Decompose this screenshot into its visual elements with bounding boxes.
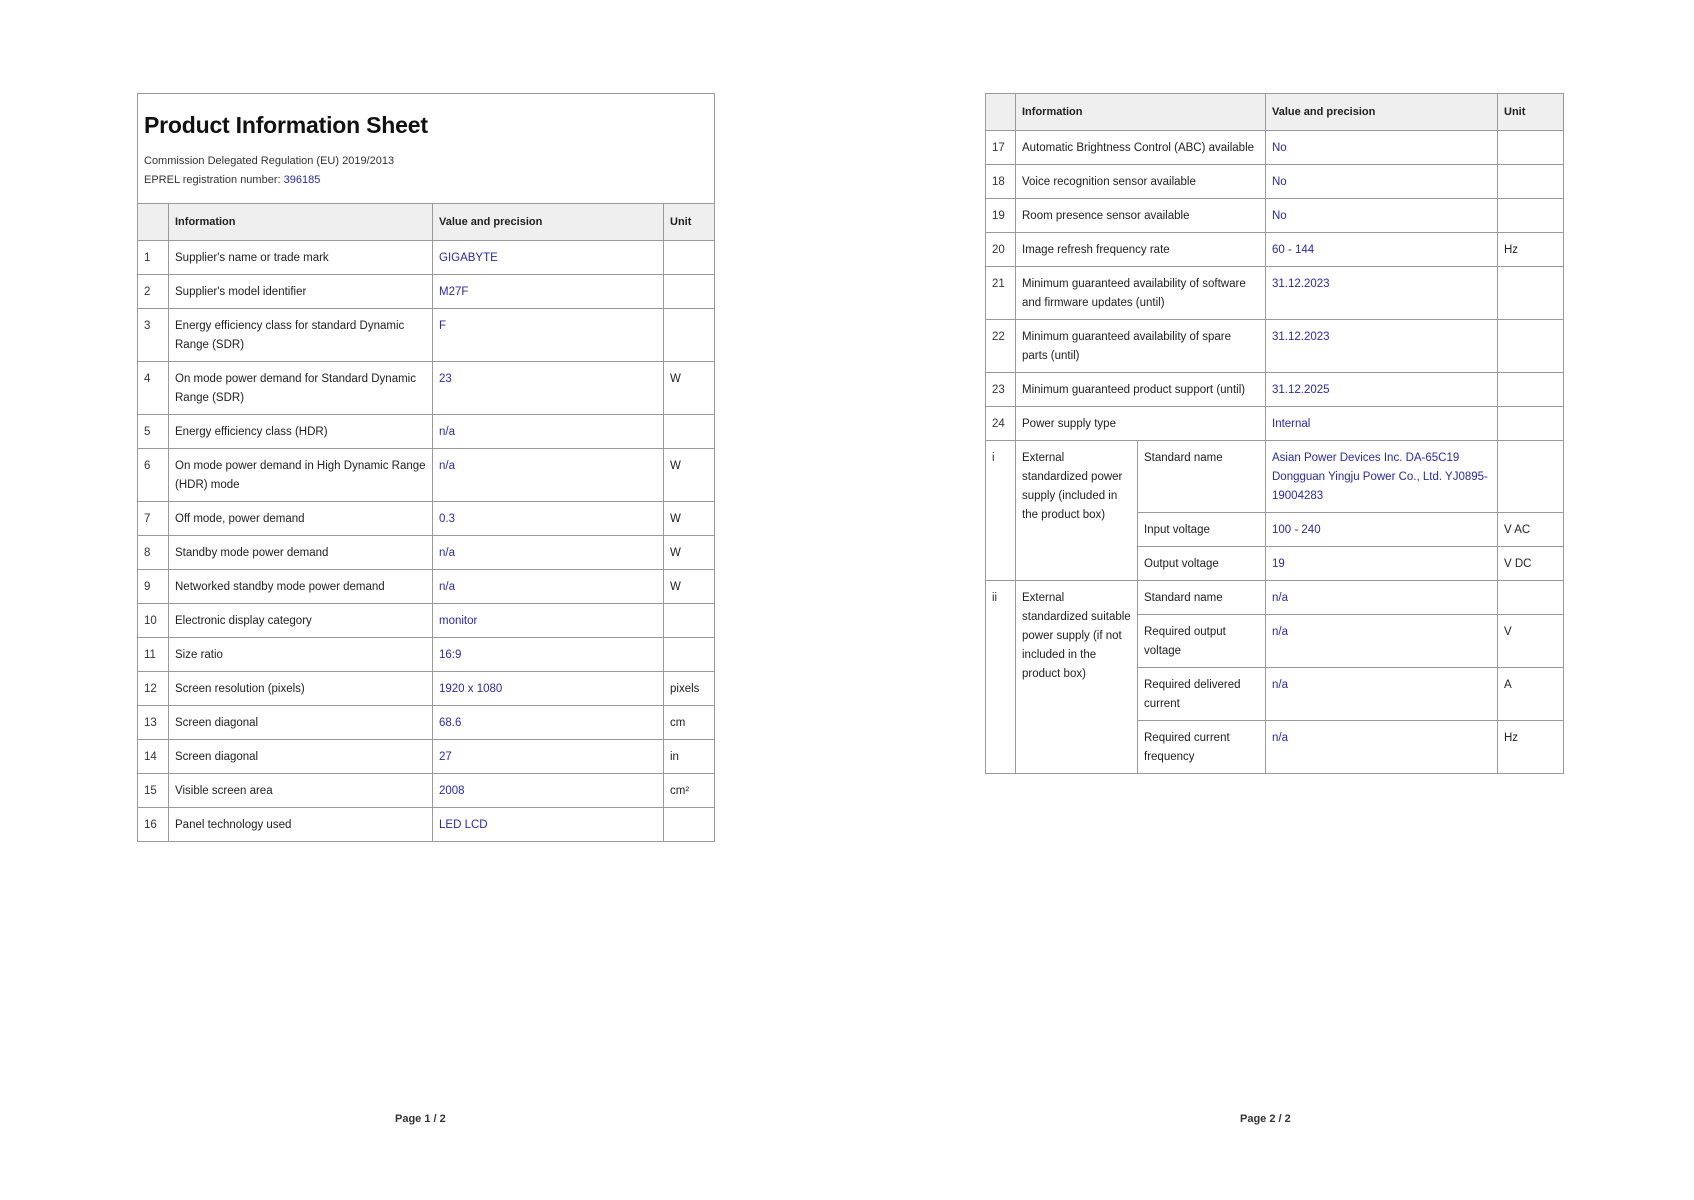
row-value: LED LCD: [433, 808, 664, 842]
row-index: 3: [138, 309, 169, 362]
row-info: Electronic display category: [169, 604, 433, 638]
psu-suitable-label: External standardized suitable power supply (if not included in the product box): [1016, 581, 1138, 774]
header-value: Value and precision: [433, 204, 664, 241]
row-unit: W: [664, 449, 715, 502]
table-row: [138, 309, 715, 362]
row-value: n/a: [433, 570, 664, 604]
row-index: 12: [138, 672, 169, 706]
table-row: [986, 373, 1564, 407]
row-unit: cm: [664, 706, 715, 740]
row-info: Panel technology used: [169, 808, 433, 842]
row-index: 4: [138, 362, 169, 415]
row-info: Image refresh frequency rate: [1016, 233, 1266, 267]
row-value: M27F: [433, 275, 664, 309]
row-index: 13: [138, 706, 169, 740]
sub-name: Required current frequency: [1138, 721, 1266, 774]
row-unit: [1498, 199, 1564, 233]
table-row: [138, 449, 715, 502]
row-unit: W: [664, 362, 715, 415]
table-row: [138, 740, 715, 774]
row-index: 18: [986, 165, 1016, 199]
header-index: [138, 204, 169, 241]
row-index: 9: [138, 570, 169, 604]
row-info: Minimum guaranteed availability of spare parts (until): [1016, 320, 1266, 373]
sub-unit: V: [1498, 615, 1564, 668]
row-info: Automatic Brightness Control (ABC) available: [1016, 131, 1266, 165]
sub-unit: V AC: [1498, 513, 1564, 547]
row-unit: [1498, 131, 1564, 165]
row-unit: [664, 638, 715, 672]
row-value: n/a: [433, 449, 664, 502]
title-cell: [138, 94, 715, 204]
row-index: 15: [138, 774, 169, 808]
row-info: Supplier's name or trade mark: [169, 241, 433, 275]
row-unit: [1498, 407, 1564, 441]
table-row: [138, 638, 715, 672]
row-value: 31.12.2023: [1266, 320, 1498, 373]
row-index: 20: [986, 233, 1016, 267]
sub-name: Required delivered current: [1138, 668, 1266, 721]
row-value: F: [433, 309, 664, 362]
row-value: 1920 x 1080: [433, 672, 664, 706]
row-info: Standby mode power demand: [169, 536, 433, 570]
header-value: Value and precision: [1266, 94, 1498, 131]
page-number-footer: Page 1 / 2: [395, 1113, 446, 1125]
row-index: 10: [138, 604, 169, 638]
row-unit: W: [664, 536, 715, 570]
product-info-table-page-2: [985, 93, 1564, 774]
row-unit: [1498, 373, 1564, 407]
eprel-line: [144, 171, 708, 190]
table-row: [138, 536, 715, 570]
page-2: [847, 0, 1694, 1200]
sub-value: n/a: [1266, 721, 1498, 774]
row-value: 23: [433, 362, 664, 415]
row-value: 68.6: [433, 706, 664, 740]
sub-unit: [1498, 581, 1564, 615]
psu-suitable-row: [986, 581, 1564, 615]
row-index: 2: [138, 275, 169, 309]
product-info-table-page-1: [137, 93, 715, 842]
row-value: No: [1266, 199, 1498, 233]
table-row: [986, 407, 1564, 441]
row-unit: [664, 275, 715, 309]
sub-name: Input voltage: [1138, 513, 1266, 547]
row-value: 2008: [433, 774, 664, 808]
row-value: 27: [433, 740, 664, 774]
row-index: 1: [138, 241, 169, 275]
row-value: Internal: [1266, 407, 1498, 441]
header-unit: Unit: [664, 204, 715, 241]
row-value: 60 - 144: [1266, 233, 1498, 267]
row-unit: [664, 309, 715, 362]
eprel-label: EPREL registration number:: [144, 174, 281, 186]
table-row: [138, 706, 715, 740]
table-row: [138, 774, 715, 808]
row-info: Screen resolution (pixels): [169, 672, 433, 706]
row-info: Screen diagonal: [169, 740, 433, 774]
sub-name: Standard name: [1138, 581, 1266, 615]
row-value: No: [1266, 131, 1498, 165]
row-info: On mode power demand in High Dynamic Range (HDR) mode: [169, 449, 433, 502]
row-index: 21: [986, 267, 1016, 320]
row-unit: [1498, 320, 1564, 373]
row-unit: [664, 415, 715, 449]
table-row: [986, 233, 1564, 267]
row-value: n/a: [433, 415, 664, 449]
psu-included-row: [986, 441, 1564, 513]
sub-value: n/a: [1266, 615, 1498, 668]
table-row: [138, 362, 715, 415]
row-unit: [664, 604, 715, 638]
row-unit: [664, 808, 715, 842]
row-info: Energy efficiency class for standard Dynamic Range (SDR): [169, 309, 433, 362]
header-unit: Unit: [1498, 94, 1564, 131]
sub-name: Required output voltage: [1138, 615, 1266, 668]
header-information: Information: [1016, 94, 1266, 131]
table-row: [138, 672, 715, 706]
row-info: On mode power demand for Standard Dynamic Range (SDR): [169, 362, 433, 415]
row-index: 14: [138, 740, 169, 774]
table-row: [986, 165, 1564, 199]
header-information: Information: [169, 204, 433, 241]
table-row: [138, 502, 715, 536]
row-index: 8: [138, 536, 169, 570]
table-row: [138, 570, 715, 604]
table-row: [986, 267, 1564, 320]
row-index: 19: [986, 199, 1016, 233]
row-unit: W: [664, 502, 715, 536]
table-row: [986, 320, 1564, 373]
sub-value: n/a: [1266, 581, 1498, 615]
row-value: monitor: [433, 604, 664, 638]
eprel-number-link[interactable]: 396185: [283, 174, 321, 186]
sub-value: Asian Power Devices Inc. DA-65C19 Dongguan Yingju Power Co., Ltd. YJ0895-19004283: [1266, 441, 1498, 513]
row-index: i: [986, 441, 1016, 581]
table-row: [138, 241, 715, 275]
row-index: 24: [986, 407, 1016, 441]
table-header-row: [986, 94, 1564, 131]
row-info: Power supply type: [1016, 407, 1266, 441]
row-unit: Hz: [1498, 233, 1564, 267]
row-info: Minimum guaranteed availability of software and firmware updates (until): [1016, 267, 1266, 320]
row-info: Networked standby mode power demand: [169, 570, 433, 604]
row-value: 31.12.2023: [1266, 267, 1498, 320]
row-info: Off mode, power demand: [169, 502, 433, 536]
table-row: [138, 808, 715, 842]
row-index: 16: [138, 808, 169, 842]
table-row: [986, 199, 1564, 233]
table-row: [138, 275, 715, 309]
sub-unit: [1498, 441, 1564, 513]
row-index: 23: [986, 373, 1016, 407]
row-unit: [664, 241, 715, 275]
row-info: Minimum guaranteed product support (until): [1016, 373, 1266, 407]
row-value: 16:9: [433, 638, 664, 672]
row-info: Voice recognition sensor available: [1016, 165, 1266, 199]
psu-included-label: External standardized power supply (included in the product box): [1016, 441, 1138, 581]
sub-name: Output voltage: [1138, 547, 1266, 581]
row-index: ii: [986, 581, 1016, 774]
table-row: [986, 131, 1564, 165]
row-info: Screen diagonal: [169, 706, 433, 740]
sub-name: Standard name: [1138, 441, 1266, 513]
sub-unit: A: [1498, 668, 1564, 721]
row-index: 17: [986, 131, 1016, 165]
row-unit: [1498, 165, 1564, 199]
row-unit: cm²: [664, 774, 715, 808]
row-value: No: [1266, 165, 1498, 199]
row-unit: W: [664, 570, 715, 604]
row-value: 0.3: [433, 502, 664, 536]
sub-unit: V DC: [1498, 547, 1564, 581]
row-value: GIGABYTE: [433, 241, 664, 275]
row-info: Visible screen area: [169, 774, 433, 808]
sub-value: n/a: [1266, 668, 1498, 721]
row-value: 31.12.2025: [1266, 373, 1498, 407]
table-row: [138, 604, 715, 638]
page-title: Product Information Sheet: [144, 112, 428, 138]
sub-unit: Hz: [1498, 721, 1564, 774]
row-info: Room presence sensor available: [1016, 199, 1266, 233]
table-header-row: [138, 204, 715, 241]
row-info: Energy efficiency class (HDR): [169, 415, 433, 449]
regulation-text: Commission Delegated Regulation (EU) 2019/2013: [144, 155, 395, 167]
sub-value: 100 - 240: [1266, 513, 1498, 547]
row-index: 5: [138, 415, 169, 449]
header-index: [986, 94, 1016, 131]
sub-value: 19: [1266, 547, 1498, 581]
row-unit: in: [664, 740, 715, 774]
row-unit: [1498, 267, 1564, 320]
row-index: 22: [986, 320, 1016, 373]
row-index: 6: [138, 449, 169, 502]
row-index: 7: [138, 502, 169, 536]
row-info: Size ratio: [169, 638, 433, 672]
table-row: [138, 415, 715, 449]
page-number-footer: Page 2 / 2: [1240, 1113, 1291, 1125]
title-row: [138, 94, 715, 204]
row-info: Supplier's model identifier: [169, 275, 433, 309]
row-value: n/a: [433, 536, 664, 570]
row-unit: pixels: [664, 672, 715, 706]
row-index: 11: [138, 638, 169, 672]
